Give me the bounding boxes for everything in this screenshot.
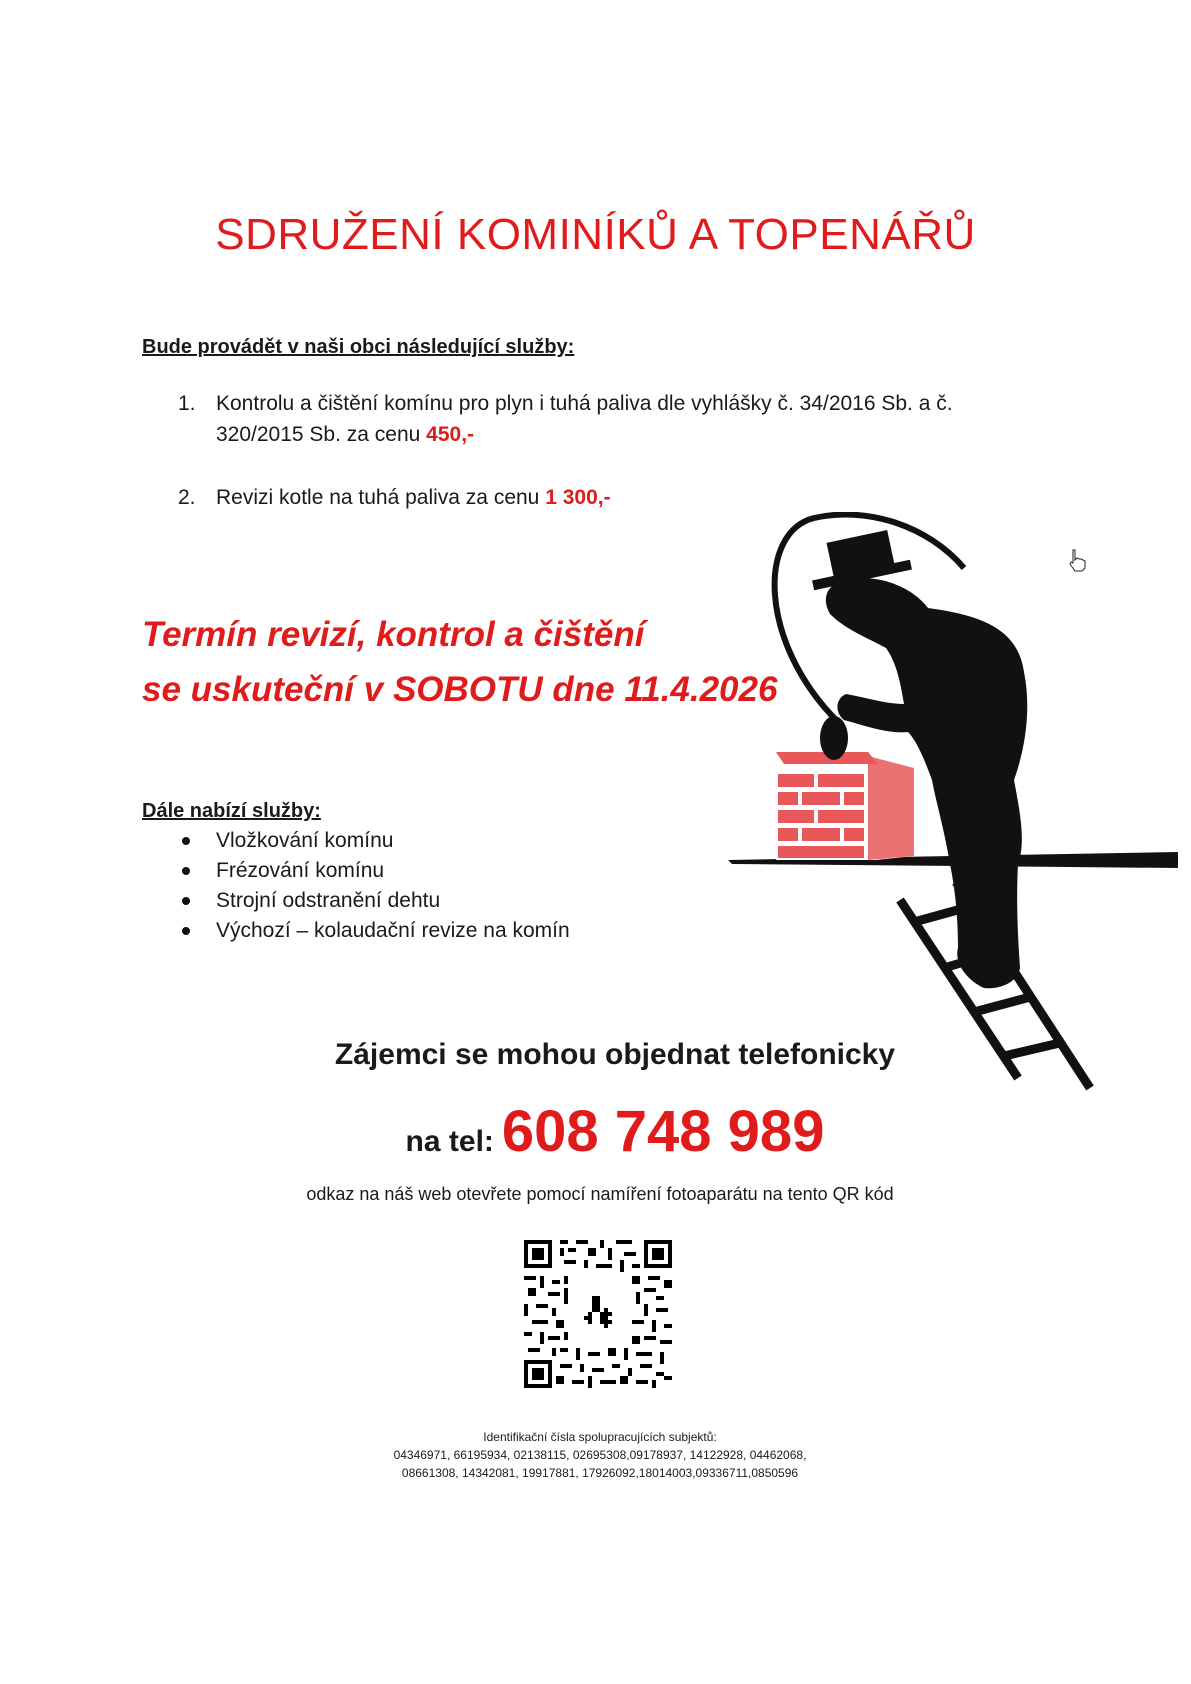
bullet-icon: [182, 897, 190, 905]
event-line: se uskuteční v SOBOTU dne 11.4.2026: [142, 670, 778, 709]
service-price: 450,-: [426, 423, 475, 446]
service-number: 2.: [178, 486, 196, 509]
order-text: Zájemci se mohou objednat telefonicky: [334, 1038, 896, 1071]
service-text: Kontrolu a čištění komínu pro plyn i tuhá paliva dle vyhlášky č. 34/2016 Sb. a č.: [216, 392, 953, 415]
additional-services-heading: Dále nabízí služby:: [142, 800, 321, 822]
list-item: Strojní odstranění dehtu: [142, 886, 570, 916]
service-number: 1.: [178, 392, 196, 415]
bullet-icon: [182, 837, 190, 845]
service-item: [142, 388, 1022, 450]
phone-prefix: na tel:: [405, 1125, 494, 1158]
event-line: Termín revizí, kontrol a čištění: [142, 615, 645, 654]
service-text: 320/2015 Sb. za cenu: [216, 423, 427, 446]
list-item: Frézování komínu: [142, 856, 570, 886]
list-item: Vložkování komínu: [142, 826, 570, 856]
qr-code-icon[interactable]: [524, 1240, 672, 1388]
bullet-icon: [182, 867, 190, 875]
phone-line: [0, 1098, 1191, 1165]
brick-chimney: [776, 752, 914, 860]
service-price: 1 300,-: [545, 486, 611, 509]
services-intro: Bude provádět v naši obci následující služby:: [142, 336, 575, 358]
additional-services-list: [142, 826, 570, 946]
ids-line: 04346971, 66195934, 02138115, 02695308,09178937, 14122928, 04462068,: [393, 1448, 807, 1462]
qr-note: odkaz na náš web otevřete pomocí namíření fotoaparátu na tento QR kód: [306, 1184, 894, 1204]
page-title: SDRUŽENÍ KOMINÍKŮ A TOPENÁŘŮ: [215, 210, 976, 259]
ids-line: 08661308, 14342081, 19917881, 17926092,18014003,09336711,0850596: [401, 1466, 799, 1480]
ids-title: Identifikační čísla spolupracujících subjektů:: [483, 1430, 717, 1444]
chimney-sweep-illustration: [718, 512, 1180, 1102]
hand-cursor-icon: [1066, 548, 1088, 572]
list-item: Výchozí – kolaudační revize na komín: [142, 916, 570, 946]
bullet-icon: [182, 927, 190, 935]
service-text: Revizi kotle na tuhá paliva za cenu: [216, 486, 546, 509]
phone-number[interactable]: 608 748 989: [501, 1099, 825, 1164]
service-item: [142, 482, 1022, 513]
